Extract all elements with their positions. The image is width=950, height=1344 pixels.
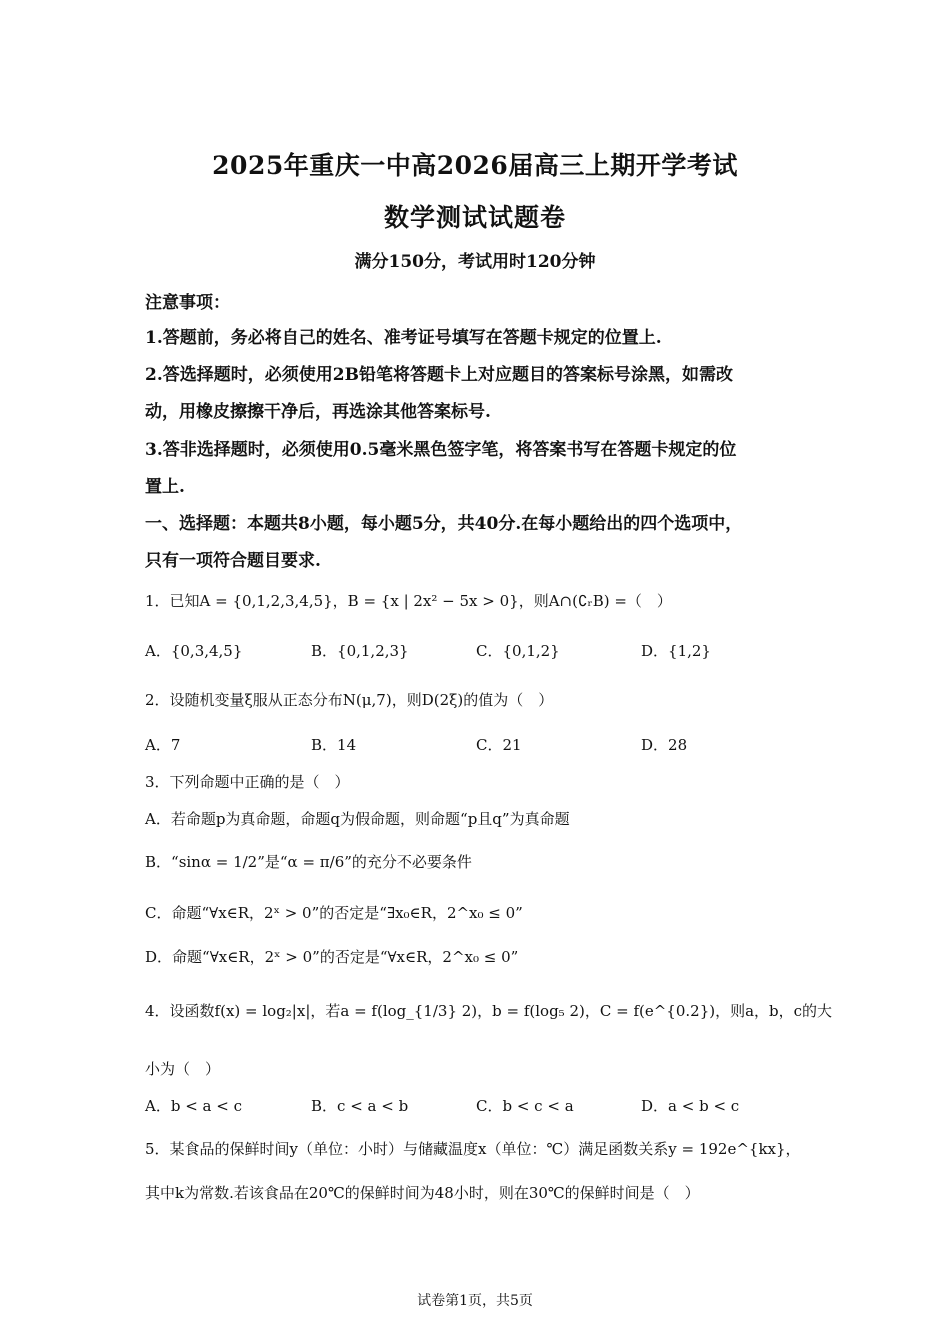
question-4-stem-line1: 4．设函数f(x) = log₂|x|，若a = f(log_{1/3} 2)，b = f(log₅ 2)，C = f(e^{0.2})，则a，b，c的大 [145, 1002, 833, 1020]
question-2-stem: 2．设随机变量ξ服从正态分布N(μ,7)，则D(2ξ)的值为（ ） [145, 691, 554, 709]
question-1-option-c: C．{0,1,2} [476, 642, 560, 660]
question-4-option-b: B．c < a < b [311, 1097, 409, 1115]
notice-item-2-line1: 2.答选择题时，必须使用2B铅笔将答题卡上对应题目的答案标号涂黑，如需改 [145, 365, 733, 385]
notice-heading: 注意事项： [145, 293, 230, 313]
question-2-option-b: B．14 [311, 736, 357, 754]
exam-score-time: 满分150分，考试用时120分钟 [354, 252, 596, 272]
question-4-option-a: A．b < a < c [145, 1097, 242, 1115]
question-2-option-c: C．21 [476, 736, 522, 754]
question-1-option-a: A．{0,3,4,5} [145, 642, 243, 660]
exam-title: 2025年重庆一中高2026届高三上期开学考试 [212, 151, 738, 180]
question-1-option-b: B．{0,1,2,3} [311, 642, 409, 660]
question-4-stem-line2: 小为（ ） [145, 1060, 221, 1078]
question-1-option-d: D．{1,2} [641, 642, 711, 660]
question-3-option-d: D．命题“∀x∈R，2ˣ > 0”的否定是“∀x∈R，2^x₀ ≤ 0” [145, 948, 519, 966]
notice-item-3-line2: 置上. [145, 477, 185, 497]
page-footer: 试卷第1页，共5页 [417, 1293, 533, 1309]
question-2-option-a: A．7 [145, 736, 181, 754]
section-heading-line1: 一、选择题：本题共8小题，每小题5分，共40分.在每小题给出的四个选项中， [145, 514, 743, 534]
question-2-option-d: D．28 [641, 736, 688, 754]
question-3-stem: 3．下列命题中正确的是（ ） [145, 773, 350, 791]
notice-item-2-line2: 动，用橡皮擦擦干净后，再选涂其他答案标号. [145, 402, 491, 422]
question-2-options [145, 734, 810, 758]
notice-item-3-line1: 3.答非选择题时，必须使用0.5毫米黑色签字笔，将答案书写在答题卡规定的位 [145, 440, 737, 460]
question-4-options [145, 1095, 810, 1119]
question-5-stem-line1: 5．某食品的保鲜时间y（单位：小时）与储藏温度x（单位：℃）满足函数关系y = 192e^{kx}， [145, 1140, 801, 1158]
question-4-option-c: C．b < c < a [476, 1097, 574, 1115]
exam-subtitle: 数学测试试题卷 [383, 203, 566, 232]
question-3-option-a: A．若命题p为真命题，命题q为假命题，则命题“p且q”为真命题 [145, 810, 570, 828]
question-5-stem-line2: 其中k为常数.若该食品在20℃的保鲜时间为48小时，则在30℃的保鲜时间是（ ） [145, 1184, 700, 1202]
question-3-option-b: B．“sinα = 1/2”是“α = π/6”的充分不必要条件 [145, 853, 472, 871]
question-1-stem: 1．已知A = {0,1,2,3,4,5}，B = {x | 2x² − 5x > 0}，则A∩(∁ᵣB) =（ ） [145, 592, 672, 610]
question-3-option-c: C．命题“∀x∈R，2ˣ > 0”的否定是“∃x₀∈R，2^x₀ ≤ 0” [145, 904, 523, 922]
question-1-options [145, 640, 810, 664]
section-heading-line2: 只有一项符合题目要求. [145, 551, 321, 571]
question-4-option-d: D．a < b < c [641, 1097, 740, 1115]
notice-item-1: 1.答题前，务必将自己的姓名、准考证号填写在答题卡规定的位置上. [145, 328, 662, 348]
